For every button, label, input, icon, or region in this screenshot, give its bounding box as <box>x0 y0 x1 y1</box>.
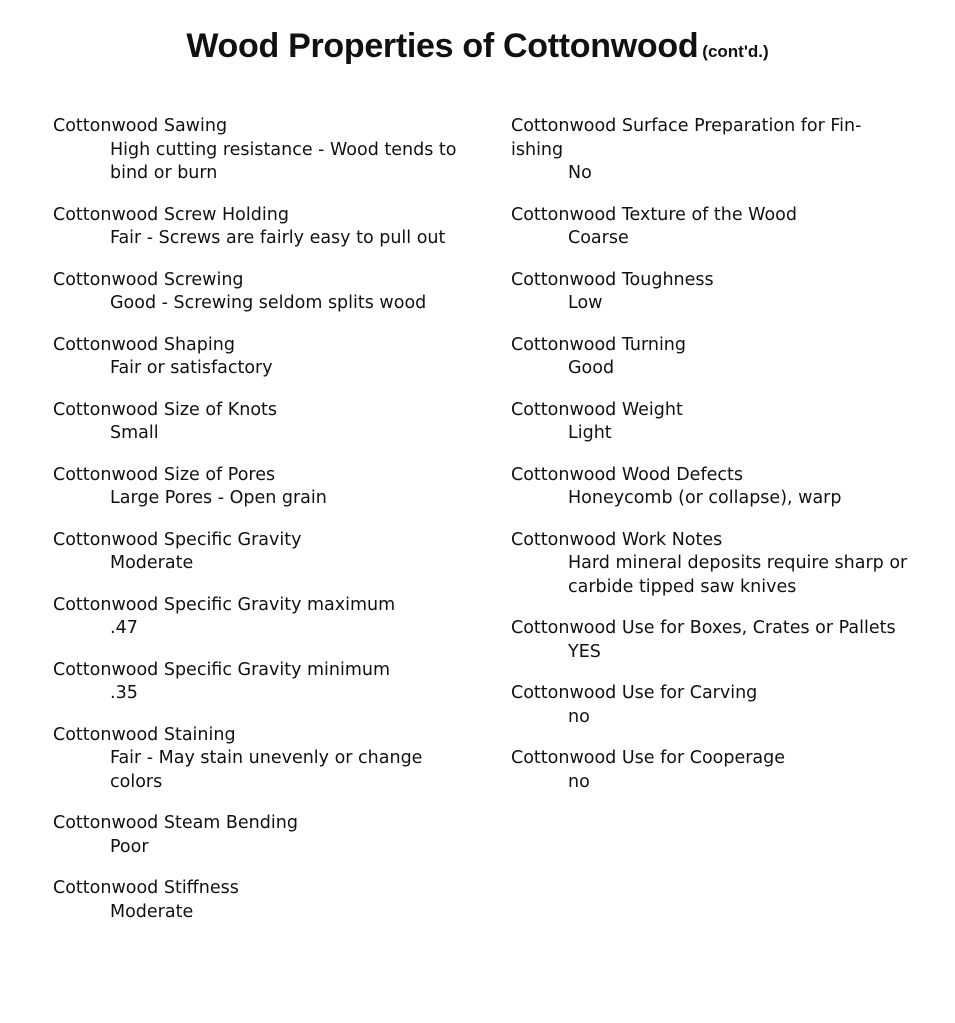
property-value: No <box>568 163 592 183</box>
property-value: Good - Screwing seldom splits wood <box>110 293 427 313</box>
property-entry <box>511 334 911 381</box>
property-label: Cottonwood Use for Carving <box>511 683 758 703</box>
property-value: Fair or satisfactory <box>110 358 273 378</box>
property-value: Low <box>568 293 603 313</box>
property-value: Small <box>110 423 159 443</box>
property-label: Cottonwood Toughness <box>511 269 714 290</box>
property-entry <box>53 812 463 859</box>
page-title-main: Wood Properties of Cottonwood <box>186 27 699 65</box>
property-label: Cottonwood Steam Bending <box>53 813 298 833</box>
property-value: Good <box>568 358 615 378</box>
property-value: Moderate <box>110 901 194 922</box>
property-entry <box>511 617 911 664</box>
property-value: Hard mineral deposits require sharp or carbide tipped saw knives <box>568 553 908 597</box>
property-value: .35 <box>110 683 138 703</box>
property-label: Cottonwood Texture of the Wood <box>511 204 797 225</box>
property-value: Honeycomb (or collapse), warp <box>568 488 842 508</box>
property-value: Coarse <box>568 228 629 248</box>
property-label: Cottonwood Surface Preparation for Fin-ishing <box>511 116 862 160</box>
property-label: Cottonwood Screwing <box>53 269 244 290</box>
property-label: Cottonwood Size of Pores <box>53 464 276 485</box>
property-entry <box>53 724 463 795</box>
property-label: Cottonwood Size of Knots <box>53 399 278 420</box>
property-entry <box>53 529 463 576</box>
property-value: no <box>568 706 590 727</box>
property-entry <box>53 877 463 924</box>
property-label: Cottonwood Specific Gravity maximum <box>53 594 396 615</box>
property-label: Cottonwood Stiffness <box>53 878 239 898</box>
property-value: YES <box>568 641 601 662</box>
property-entry <box>511 269 911 316</box>
right-column <box>511 115 911 812</box>
property-entry <box>53 269 463 316</box>
property-value: Fair - Screws are fairly easy to pull out <box>110 228 446 248</box>
property-entry <box>511 204 911 251</box>
property-value: Fair - May stain unevenly or change colors <box>110 748 423 792</box>
property-entry <box>511 682 911 729</box>
property-entry <box>53 659 463 706</box>
property-entry <box>53 594 463 641</box>
property-value: Light <box>568 423 612 443</box>
property-label: Cottonwood Use for Boxes, Crates or Pallets <box>511 618 896 638</box>
page-title <box>0 27 955 66</box>
property-entry <box>53 334 463 381</box>
property-entry <box>511 115 911 186</box>
property-label: Cottonwood Turning <box>511 334 687 355</box>
property-label: Cottonwood Shaping <box>53 334 235 355</box>
property-entry <box>53 115 463 186</box>
property-label: Cottonwood Specific Gravity <box>53 529 302 550</box>
property-label: Cottonwood Use for Cooperage <box>511 748 786 768</box>
property-entry <box>53 399 463 446</box>
property-entry <box>511 464 911 511</box>
property-value: Moderate <box>110 553 194 573</box>
property-entry <box>53 204 463 251</box>
property-value: no <box>568 771 590 792</box>
property-label: Cottonwood Screw Holding <box>53 204 289 225</box>
property-value: .47 <box>110 618 138 638</box>
property-entry <box>511 399 911 446</box>
property-label: Cottonwood Work Notes <box>511 529 723 550</box>
property-value: Poor <box>110 836 149 857</box>
property-value: Large Pores - Open grain <box>110 488 327 508</box>
page-title-suffix: (cont'd.) <box>702 42 769 61</box>
property-label: Cottonwood Staining <box>53 724 236 745</box>
property-entry <box>53 464 463 511</box>
property-value: High cutting resistance - Wood tends to bind or burn <box>110 139 457 183</box>
property-label: Cottonwood Wood Defects <box>511 464 743 485</box>
property-label: Cottonwood Sawing <box>53 116 228 136</box>
property-label: Cottonwood Weight <box>511 399 683 420</box>
property-entry <box>511 747 911 794</box>
left-column <box>53 115 463 942</box>
property-entry <box>511 529 911 600</box>
property-label: Cottonwood Specific Gravity minimum <box>53 659 391 680</box>
